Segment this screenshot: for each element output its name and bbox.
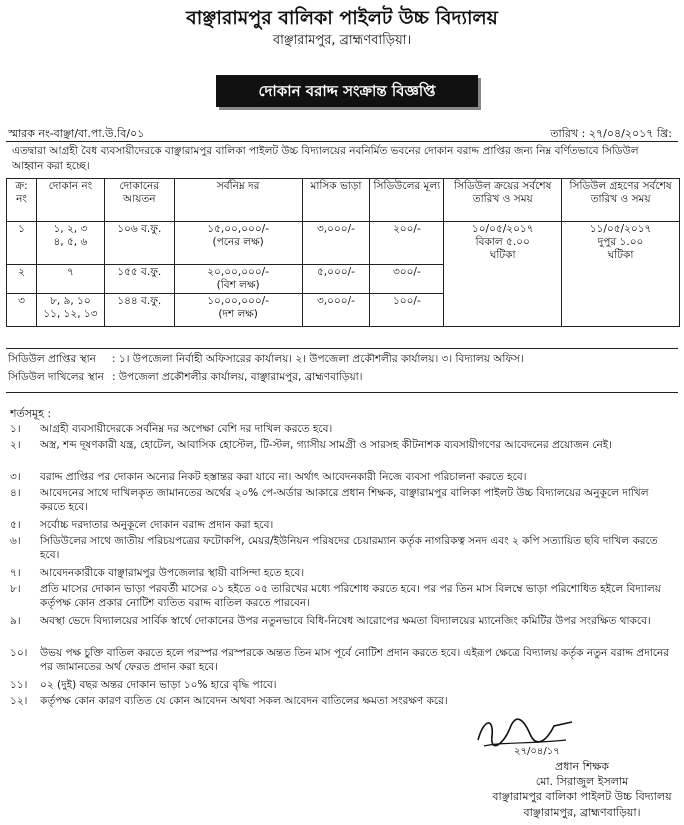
term-number: ৮। xyxy=(10,583,21,595)
cell-sl: ৩ xyxy=(7,294,37,327)
header-sl: ক্র: নং xyxy=(7,179,37,222)
term-item xyxy=(10,518,672,532)
term-number: ৯। xyxy=(10,615,21,627)
cell-buy-deadline: ১০/০৫/২০১৭ বিকাল ৫.০০ ঘটিকা xyxy=(444,222,562,327)
schedule-submit-value: : উপজেলা প্রকৌশলীর কার্যালয়, বাঞ্ছারামপুর, ব্রাহ্মণবাড়িয়া। xyxy=(112,371,363,383)
term-item xyxy=(10,438,672,452)
cell-shops: ৮, ৯, ১০ ১১, ১২, ১৩ xyxy=(36,294,104,327)
table-row xyxy=(7,222,680,265)
cell-rate: ১৫,০০,০০০/- (পনের লক্ষ) xyxy=(174,222,302,265)
term-item xyxy=(10,694,672,708)
memo-number: স্মারক নং-বাঞ্ছা/বা.পা.উ.বি/০১ xyxy=(8,127,145,140)
signer-place: বাঞ্ছারামপুর, ব্রাহ্মণবাড়িয়া। xyxy=(523,806,641,819)
cell-submit-deadline: ১১/০৫/২০১৭ দুপুর ১.০০ ঘটিকা xyxy=(562,222,680,327)
cell-rent: ৩,০০০/- xyxy=(302,222,370,265)
term-text: আগ্রহী ব্যবসায়ীদেরকে সর্বনিম্ন দর অপেক্ষা বেশি দর দাখিল করতে হবে। xyxy=(40,423,333,435)
term-text: কর্তৃপক্ষ কোন কারণ ব্যতিত যে কোন আবেদন অথবা সকল আবেদন বাতিলের ক্ষমতা সংরক্ষণ করে। xyxy=(40,695,448,707)
header-schedule-price: সিডিউলের মূল্য xyxy=(370,179,444,222)
term-text: সর্বোচ্চ দরদাতার অনুকূলে দোকান বরাদ্দ প্রদান করা হবে। xyxy=(40,519,274,531)
term-text: আবেদনের সাথে দাখিলকৃত জামানতের অর্থের ২০% পে-অর্ডার আকারে প্রধান শিক্ষক, বাঞ্ছারামপুর বালিকা পাইলট উচ্চ বিদ্যালয়ের অনুকূলে দাখিল করতে হবে। xyxy=(40,487,649,513)
cell-rate: ১০,০০,০০০/- (দশ লক্ষ) xyxy=(174,294,302,327)
cell-shops: ৭ xyxy=(36,265,104,294)
term-number: ৪। xyxy=(10,487,21,499)
header-shop-no: দোকান নং xyxy=(36,179,104,222)
cell-sl: ২ xyxy=(7,265,37,294)
signer-school: বাঞ্ছারামপুর বালিকা পাইলট উচ্চ বিদ্যালয় xyxy=(492,790,672,803)
cell-price: ৩০০/- xyxy=(370,265,444,294)
schedule-get-label: সিডিউল প্রাপ্তির স্থান xyxy=(8,353,96,365)
term-text: ০২ (দুই) বছর অন্তর দোকান ভাড়া ১০% হারে বৃদ্ধি পাবে। xyxy=(40,679,277,691)
cell-rent: ৫,০০০/- xyxy=(302,265,370,294)
term-number: ১। xyxy=(10,423,21,435)
header-size: দোকানের আয়তন xyxy=(104,179,174,222)
term-number: ৩। xyxy=(10,471,21,483)
cell-rent: ৩,০০০/- xyxy=(302,294,370,327)
terms-title: শর্তসমূহ : xyxy=(10,407,52,420)
divider xyxy=(6,392,678,393)
cell-price: ১০০/- xyxy=(370,294,444,327)
cell-price: ২০০/- xyxy=(370,222,444,265)
header-min-rate: সর্বনিম্ন দর xyxy=(174,179,302,222)
signature xyxy=(470,712,580,756)
term-item xyxy=(10,646,672,674)
term-item xyxy=(10,486,672,514)
school-title: বাঞ্ছারামপুর বালিকা পাইলট উচ্চ বিদ্যালয় xyxy=(186,7,498,29)
term-number: ১১। xyxy=(10,679,28,691)
signer-name: মো. সিরাজুল ইসলাম xyxy=(535,775,629,788)
intro-paragraph: এতদ্বারা আগ্রহী বৈধ ব্যবসায়ীদেরকে বাঞ্ছারামপুর বালিকা পাইলট উচ্চ বিদ্যালয়ের নবনির্মিত ভবনের দোকান বরাদ্দ প্রাপ্তির জন্য নিম্ন বর্ণিতভাবে সিডিউল আহ্বান করা হচ্ছে। xyxy=(12,145,639,172)
term-text: অবস্থা ভেদে বিদ্যালয়ের সার্বিক স্বার্থে দোকানের উপর নতুনভাবে বিধি-নিষেধ আরোপের ক্ষমতা বিদ্যালয়ের ম্যানেজিং কমিটির উপর সংরক্ষিত থাকবে। xyxy=(40,615,651,627)
term-number: ৭। xyxy=(10,567,21,579)
cell-shops: ১, ২, ৩ ৪, ৫, ৬ xyxy=(36,222,104,265)
term-item xyxy=(10,470,672,484)
term-number: ১২। xyxy=(10,695,28,707)
notice-banner: দোকান বরাদ্দ সংক্রান্ত বিজ্ঞপ্তি xyxy=(216,75,478,107)
schedule-get-value: : ১। উপজেলা নির্বাহী অফিসারের কার্যালয়। ২। উপজেলা প্রকৌশলীর কার্যালয়। ৩। বিদ্যালয় অফিস। xyxy=(112,353,524,365)
shop-table xyxy=(6,178,680,327)
term-text: প্রতি মাসের দোকান ভাড়া পরবর্তী মাসের ০১ হইতে ০৫ তারিখের মধ্যে পরিশোধ করতে হবে। পর পর তিন মাস বিলম্বে ভাড়া পরিশোধিত হইলে বিদ্যালয় কর্তৃপক্ষ কোন প্রকার নোটিশ ব্যতিত বরাদ্দ বাতিল করতে পারবেন। xyxy=(40,583,661,609)
term-item xyxy=(10,614,672,628)
table-header-row xyxy=(7,179,680,222)
term-text: আবেদনকারীকে বাঞ্ছারামপুর উপজেলার স্থায়ী বাসিন্দা হতে হবে। xyxy=(40,567,305,579)
signer-role: প্রধান শিক্ষক xyxy=(555,760,609,773)
cell-sl: ১ xyxy=(7,222,37,265)
divider xyxy=(6,348,678,349)
term-item xyxy=(10,566,672,580)
term-number: ৬। xyxy=(10,535,21,547)
schedule-get-place xyxy=(8,352,524,369)
term-item xyxy=(10,534,672,562)
term-text: বরাদ্দ প্রাপ্তির পর দোকান অন্যের নিকট হস্তান্তর করা যাবে না। অর্থাৎ আবেদনকারী নিজে ব্যবসা পরিচালনা করতে হবে। xyxy=(40,471,527,483)
term-item xyxy=(10,582,672,610)
term-item xyxy=(10,422,672,436)
notice-date: তারিখ : ২৭/০৪/২০১৭ খ্রি: xyxy=(550,127,672,140)
cell-size: ১০৬ ব.ফু. xyxy=(104,222,174,265)
school-address: বাঞ্ছারামপুর, ব্রাহ্মণবাড়িয়া। xyxy=(272,33,412,48)
cell-rate: ২০,০০,০০০/- (বিশ লক্ষ) xyxy=(174,265,302,294)
header-buy-deadline: সিডিউল ক্রয়ের সর্বশেষ তারিখ ও সময় xyxy=(444,179,562,222)
term-number: ২। xyxy=(10,439,21,451)
cell-size: ১৪৪ ব.ফু. xyxy=(104,294,174,327)
term-text: উভয় পক্ষ চুক্তি বাতিল করতে হলে পরস্পর পরস্পরকে অন্তত তিন মাস পূর্বে নোটিশ প্রদান করতে হবে। এইরূপ ক্ষেত্রে বিদ্যালয় কর্তৃক নতুন বরাদ্দ প্রদানের পর জামানতের অর্থ ফেরত প্রদান করা হবে। xyxy=(40,647,670,673)
term-number: ১০। xyxy=(10,647,28,659)
header-submit-deadline: সিডিউল গ্রহণের সর্বশেষ তারিখ ও সময় xyxy=(562,179,680,222)
schedule-submit-label: সিডিউল দাখিলের স্থান xyxy=(8,371,104,383)
term-text: অস্ত্র, শব্দ দূষণকারী যন্ত্র, হোটেল, আবাসিক হোস্টেল, টি-স্টল, গ্যাসীয় সামগ্রী ও সারসহ কীটনাশক ব্যবসায়ীগণের আবেদনের প্রয়োজন নেই। xyxy=(40,439,612,451)
term-text: সিডিউলের সাথে জাতীয় পরিচয়পত্রের ফটোকপি, মেয়র/ইউনিয়ন পরিষদের চেয়ারম্যান কর্তৃক নাগরিকত্ব সনদ এবং ২ কপি সত্যায়িত ছবি দাখিল করতে হবে। xyxy=(40,535,658,561)
term-item xyxy=(10,678,672,692)
header-rent: মাসিক ভাড়া xyxy=(302,179,370,222)
cell-size: ১৫৫ ব.ফু. xyxy=(104,265,174,294)
term-number: ৫। xyxy=(10,519,21,531)
signature-date: ২৭/০৪/১৭ xyxy=(514,746,560,756)
schedule-submit-place xyxy=(8,370,362,387)
divider xyxy=(6,141,678,142)
